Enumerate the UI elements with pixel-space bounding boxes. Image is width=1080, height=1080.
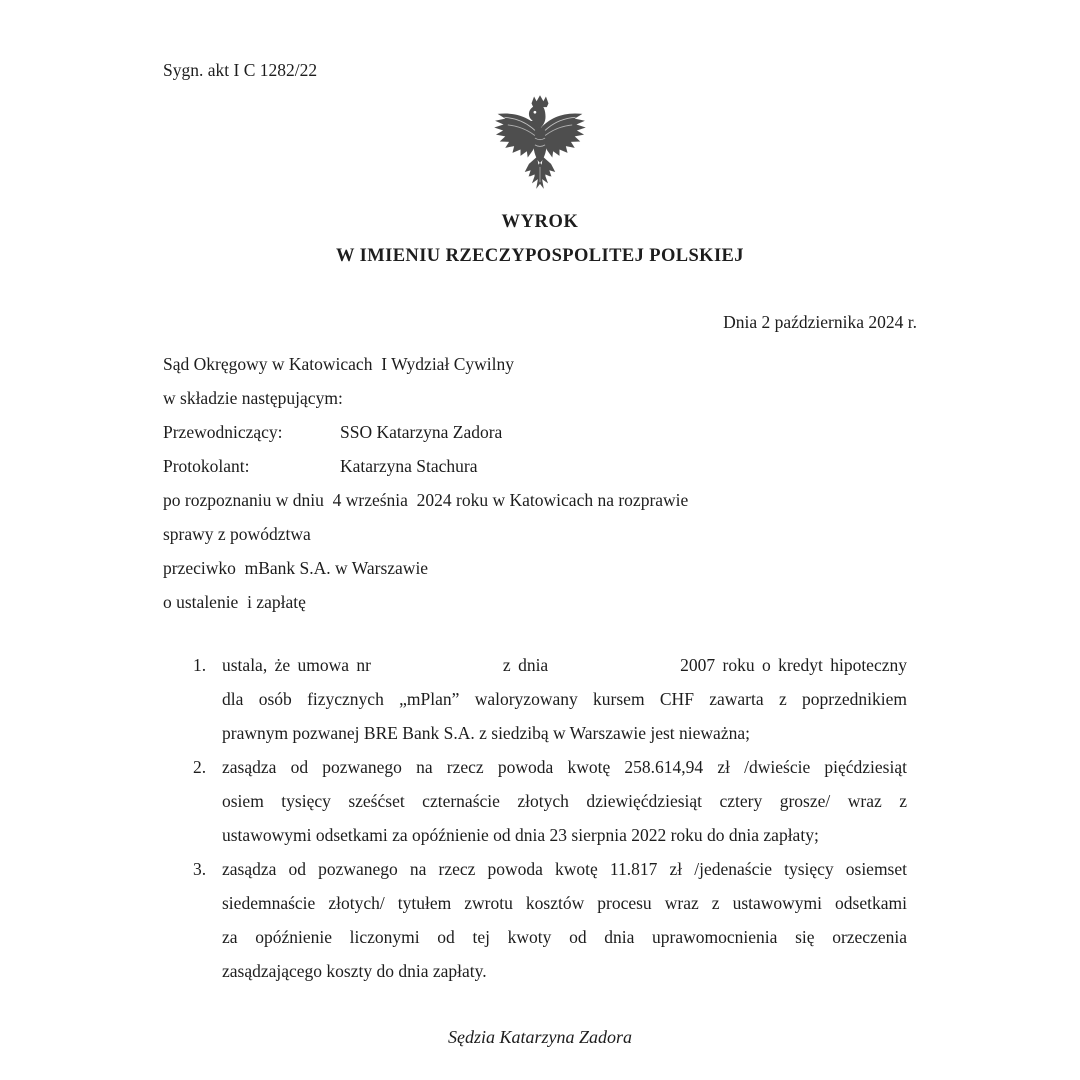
polish-eagle-icon bbox=[489, 94, 591, 194]
ruling-item bbox=[163, 648, 907, 750]
header-line-label: Przewodniczący: bbox=[163, 422, 283, 442]
header-line: przeciwko mBank S.A. w Warszawie bbox=[163, 558, 429, 578]
ruling-line-segment: z dnia bbox=[502, 655, 549, 675]
ruling-number: 1. bbox=[193, 655, 207, 675]
judgment-title: WYROK bbox=[501, 212, 579, 232]
ruling-line: siedemnaście złotych/ tytułem zwrotu kosztów procesu wraz z ustawowymi odsetkami bbox=[222, 893, 907, 913]
ruling-line: dla osób fizycznych „mPlan” waloryzowany kursem CHF zawarta z poprzednikiem bbox=[222, 689, 907, 709]
ruling-line-segment: 2007 roku o kredyt hipoteczny bbox=[680, 655, 907, 675]
ruling-line: zasądzającego koszty do dnia zapłaty. bbox=[222, 961, 487, 981]
ruling-line: zasądza od pozwanego na rzecz powoda kwotę 258.614,94 zł /dwieście pięćdziesiąt bbox=[222, 757, 907, 777]
ruling-line: ustawowymi odsetkami za opóźnienie od dnia 23 sierpnia 2022 roku do dnia zapłaty; bbox=[222, 825, 819, 845]
rulings-list bbox=[163, 648, 907, 988]
header-line-value: Katarzyna Stachura bbox=[340, 456, 478, 476]
ruling-line bbox=[222, 648, 907, 682]
ruling-line: osiem tysięcy sześćset czternaście złotych dziewięćdziesiąt cztery grosze/ wraz z bbox=[222, 791, 907, 811]
judgment-date: Dnia 2 października 2024 r. bbox=[723, 312, 917, 332]
ruling-line: zasądza od pozwanego na rzecz powoda kwotę 11.817 zł /jedenaście tysięcy osiemset bbox=[222, 859, 907, 879]
header-line: o ustalenie i zapłatę bbox=[163, 592, 306, 612]
ruling-number: 2. bbox=[193, 757, 207, 777]
ruling-line-segment: ustala, że umowa nr bbox=[222, 655, 371, 675]
polish-eagle-emblem bbox=[489, 94, 591, 199]
header-line bbox=[163, 449, 923, 483]
header-line: Sąd Okręgowy w Katowicach I Wydział Cywilny bbox=[163, 354, 514, 374]
header-line: po rozpoznaniu w dniu 4 września 2024 roku w Katowicach na rozprawie bbox=[163, 490, 689, 510]
header-line bbox=[163, 415, 923, 449]
header-lines bbox=[163, 347, 923, 619]
judge-signature: Sędzia Katarzyna Zadora bbox=[447, 1027, 633, 1047]
ruling-item bbox=[163, 750, 907, 852]
ruling-line: za opóźnienie liczonymi od tej kwoty od dnia uprawomocnienia się orzeczenia bbox=[222, 927, 907, 947]
judgment-subtitle: W IMIENIU RZECZYPOSPOLITEJ POLSKIEJ bbox=[336, 246, 744, 266]
header-line-label: Protokolant: bbox=[163, 456, 250, 476]
ruling-number: 3. bbox=[193, 859, 207, 879]
ruling-line: prawnym pozwanej BRE Bank S.A. z siedzibą w Warszawie jest nieważna; bbox=[222, 723, 750, 743]
header-line: w składzie następującym: bbox=[163, 388, 343, 408]
header-line-value: SSO Katarzyna Zadora bbox=[340, 422, 503, 442]
case-number: Sygn. akt I C 1282/22 bbox=[163, 60, 318, 80]
ruling-item bbox=[163, 852, 907, 988]
header-line: sprawy z powództwa bbox=[163, 524, 311, 544]
